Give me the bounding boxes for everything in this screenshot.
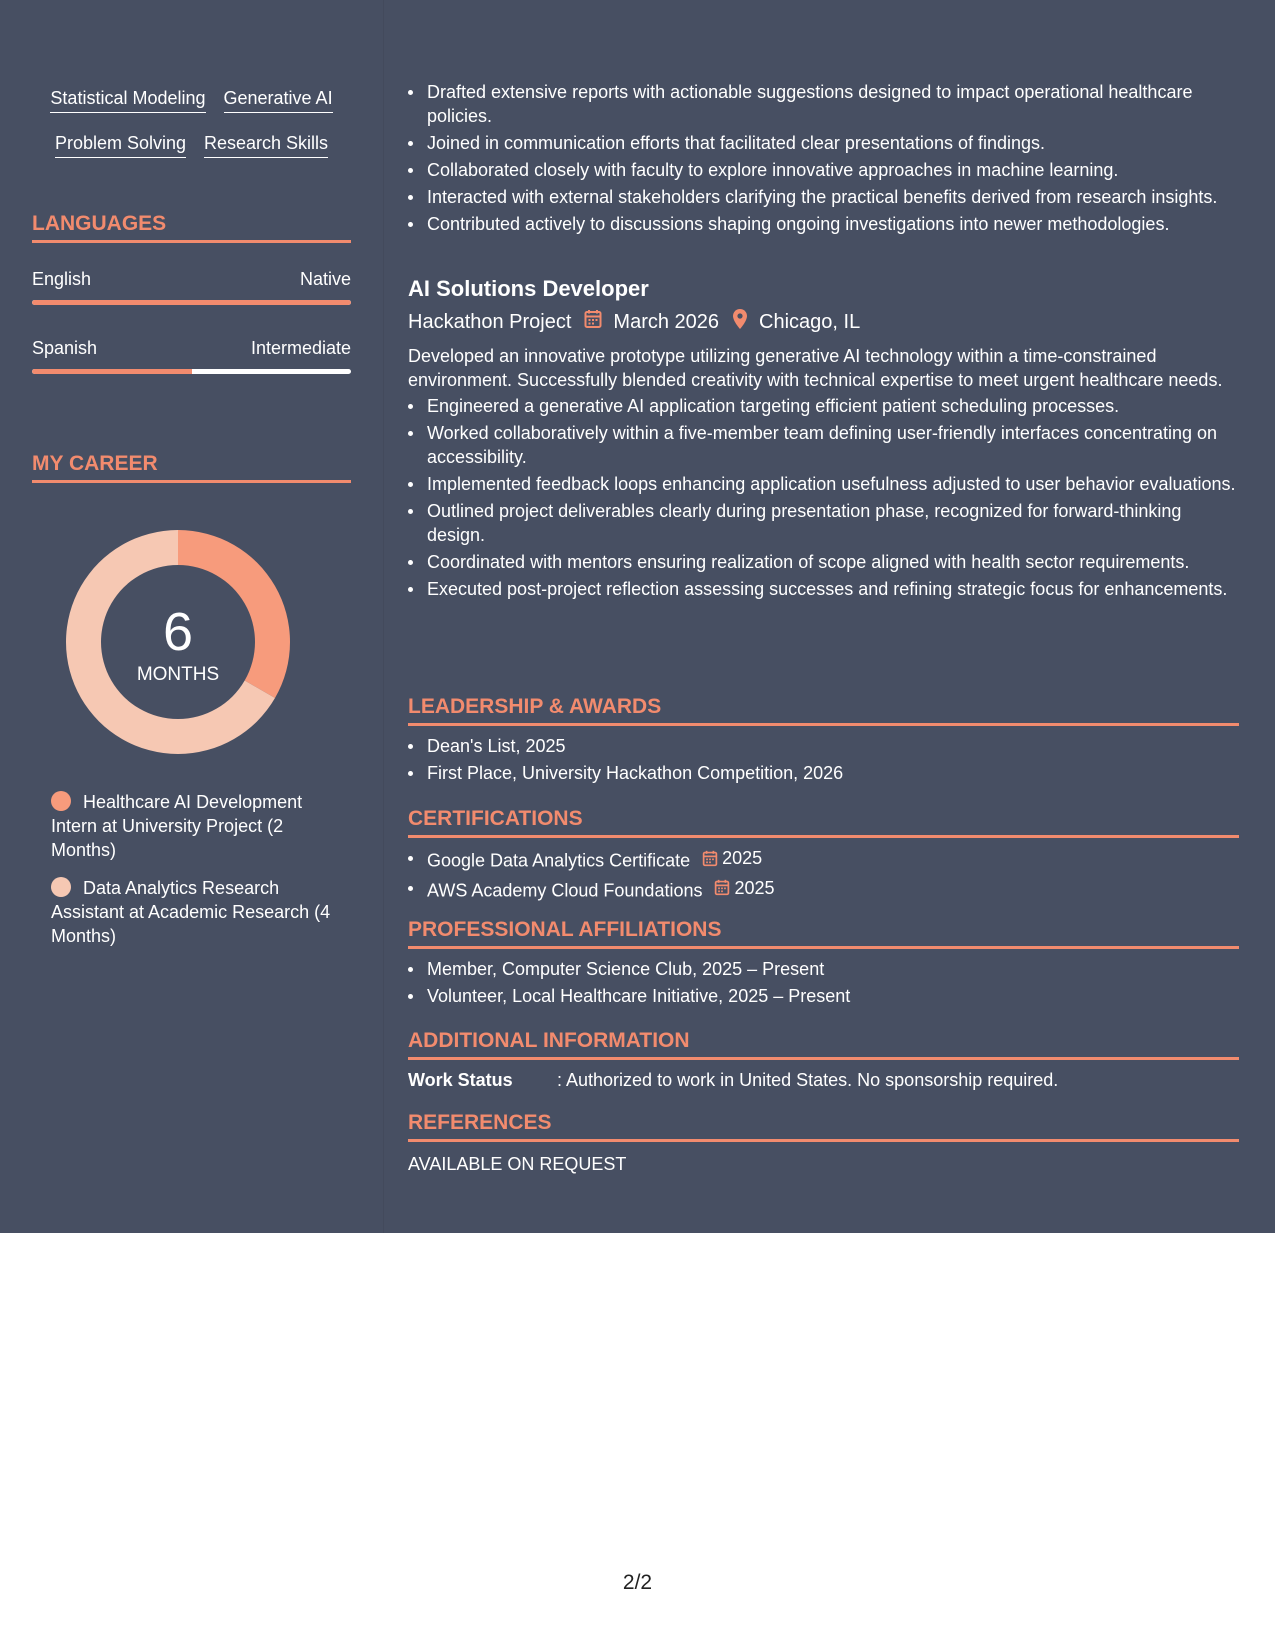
job-description: Developed an innovative prototype utilizing generative AI technology within a time-constrained environment. Successfully blended creativity with technical expertise to meet urgent healthcare needs. bbox=[408, 346, 1223, 390]
certifications-list bbox=[408, 846, 1239, 902]
certification-year: 2025 bbox=[734, 877, 775, 898]
language-name: English bbox=[32, 269, 92, 289]
list-item: Interacted with external stakeholders clarifying the practical benefits derived from research insights. bbox=[408, 185, 1239, 209]
legend-swatch bbox=[51, 877, 71, 897]
skills-row bbox=[32, 86, 351, 131]
awards-heading: LEADERSHIP & AWARDS bbox=[408, 695, 1239, 726]
legend-label: Healthcare AI Development Intern at University Project (2 Months) bbox=[51, 792, 303, 860]
additional-info-heading: ADDITIONAL INFORMATION bbox=[408, 1029, 1239, 1060]
references-text: AVAILABLE ON REQUEST bbox=[408, 1154, 627, 1174]
awards-list bbox=[408, 734, 1239, 785]
list-item bbox=[408, 846, 1239, 873]
affiliations-section bbox=[408, 918, 1239, 1008]
certification-name: AWS Academy Cloud Foundations bbox=[427, 880, 703, 900]
list-item: Implemented feedback loops enhancing application usefulness adjusted to user behavior evaluations. bbox=[408, 472, 1239, 496]
list-item: Outlined project deliverables clearly during presentation phase, recognized for forward-thinking design. bbox=[408, 499, 1239, 547]
language-level: Intermediate bbox=[250, 338, 351, 358]
certification-name: Google Data Analytics Certificate bbox=[427, 850, 691, 871]
language-spanish bbox=[32, 337, 351, 374]
list-item: Member, Computer Science Club, 2025 – Present bbox=[408, 957, 1239, 981]
career-total-months: 6 bbox=[162, 602, 194, 662]
references-section bbox=[408, 1111, 1239, 1176]
language-level: Native bbox=[299, 269, 351, 289]
list-item: Engineered a generative AI application targeting efficient patient scheduling processes. bbox=[408, 394, 1239, 418]
work-status-label: Work Status bbox=[408, 1070, 513, 1090]
skills-row bbox=[32, 131, 351, 176]
job-company: Hackathon Project bbox=[408, 311, 572, 333]
legend-swatch bbox=[51, 791, 71, 811]
column-divider bbox=[383, 0, 384, 1233]
list-item bbox=[408, 876, 1239, 903]
skill-tag: Statistical Modeling bbox=[50, 86, 205, 113]
list-item: Coordinated with mentors ensuring realization of scope aligned with health sector requirements. bbox=[408, 550, 1239, 574]
job-bullets bbox=[408, 394, 1239, 601]
list-item: Dean's List, 2025 bbox=[408, 734, 1239, 758]
language-proficiency-fill bbox=[32, 300, 351, 305]
certifications-heading: CERTIFICATIONS bbox=[408, 807, 1239, 838]
list-item: First Place, University Hackathon Competition, 2026 bbox=[408, 761, 1239, 785]
job-entry bbox=[408, 276, 1239, 601]
additional-info-section bbox=[408, 1029, 1239, 1092]
list-item: Executed post-project reflection assessing successes and refining strategic focus for enhancements. bbox=[408, 577, 1239, 601]
affiliations-heading: PROFESSIONAL AFFILIATIONS bbox=[408, 918, 1239, 949]
previous-job-bullets bbox=[408, 80, 1239, 236]
skills-list bbox=[32, 86, 351, 176]
affiliations-list bbox=[408, 957, 1239, 1008]
work-status-row bbox=[408, 1068, 1239, 1092]
job-meta bbox=[408, 308, 1239, 336]
certification-year: 2025 bbox=[722, 848, 763, 868]
references-heading: REFERENCES bbox=[408, 1111, 1239, 1142]
page-number: 2/2 bbox=[622, 1571, 653, 1594]
list-item: Contributed actively to discussions shaping ongoing investigations into newer methodologies. bbox=[408, 212, 1239, 236]
list-item: Volunteer, Local Healthcare Initiative, 2025 – Present bbox=[408, 984, 1239, 1008]
career-donut-chart bbox=[66, 530, 290, 754]
work-status-value: : Authorized to work in United States. No sponsorship required. bbox=[557, 1070, 1059, 1090]
language-english bbox=[32, 268, 351, 305]
calendar-icon bbox=[584, 309, 602, 335]
job-location: Chicago, IL bbox=[759, 311, 861, 333]
list-item: Joined in communication efforts that facilitated clear presentations of findings. bbox=[408, 131, 1239, 155]
list-item: Worked collaboratively within a five-member team defining user-friendly interfaces concentrating on accessibility. bbox=[408, 421, 1239, 469]
career-legend-item bbox=[51, 876, 331, 948]
language-proficiency-bar bbox=[32, 369, 351, 374]
skill-tag: Problem Solving bbox=[55, 131, 186, 158]
skill-tag: Research Skills bbox=[204, 131, 328, 158]
languages-heading: LANGUAGES bbox=[32, 212, 351, 243]
list-item: Collaborated closely with faculty to explore innovative approaches in machine learning. bbox=[408, 158, 1239, 182]
career-heading: MY CAREER bbox=[32, 452, 351, 483]
calendar-icon bbox=[702, 850, 718, 867]
career-legend-item bbox=[51, 790, 331, 862]
job-title: AI Solutions Developer bbox=[408, 276, 649, 301]
awards-section bbox=[408, 695, 1239, 785]
calendar-icon bbox=[714, 879, 730, 896]
career-unit-label: MONTHS bbox=[136, 664, 220, 685]
language-name: Spanish bbox=[32, 338, 98, 358]
language-proficiency-bar bbox=[32, 300, 351, 305]
list-item: Drafted extensive reports with actionable suggestions designed to impact operational healthcare policies. bbox=[408, 80, 1239, 128]
job-date: March 2026 bbox=[613, 311, 720, 333]
legend-label: Data Analytics Research Assistant at Academic Research (4 Months) bbox=[51, 878, 331, 946]
language-proficiency-fill bbox=[32, 369, 192, 374]
skill-tag: Generative AI bbox=[224, 86, 333, 113]
certifications-section bbox=[408, 807, 1239, 902]
location-pin-icon bbox=[732, 308, 748, 336]
